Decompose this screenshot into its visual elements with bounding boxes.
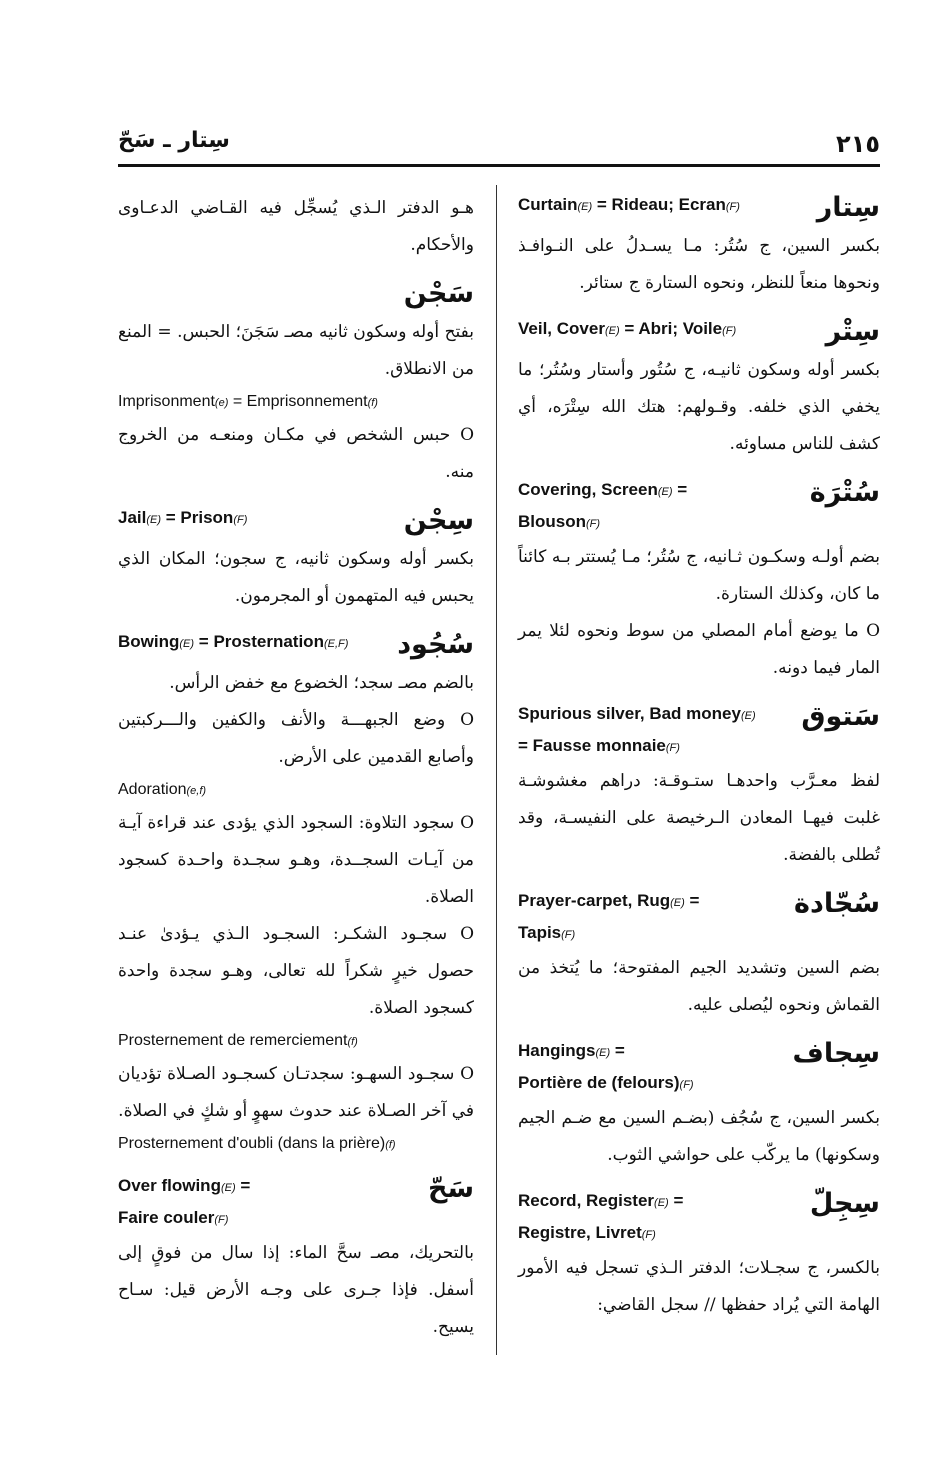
entry-continuation	[118, 190, 474, 264]
entry-translation: Prosternement de remerciement(f)	[118, 1032, 358, 1049]
entry-headword: سُجُود	[397, 629, 474, 660]
entry-sahh	[118, 1171, 474, 1346]
entry-translation: Prayer-carpet, Rug(E) = Tapis(F)	[518, 891, 700, 942]
entry-subsense: O سجود التلاوة: السجود الذي يؤدى عند قراءة آيـة من آيـات السجــدة، وهـو سجـدة واحـدة كسجود الصلاة.	[118, 813, 474, 907]
entry-sutra	[518, 475, 880, 687]
entry-definition: بكسر أوله وسكون ثانيـه، ج سُتُور وأستار وسُتُر؛ ما يخفي الذي خلفه. وقـولهم: هتك الله سِتْرَه، أي كشف للناس مساوئه.	[518, 360, 880, 454]
entry-definition: لفظ معـرَّب واحدهـا ستـوقـة: دراهم مغشوشـة غلبت فيهـا المعادن الـرخيصة على النفيسـة، وقد تُطلى بالفضة.	[518, 771, 880, 865]
entry-definition: بالضم مصـ سجد؛ الخضوع مع خفض الرأس.	[169, 673, 474, 693]
left-column	[118, 190, 474, 1358]
entry-sitar	[518, 190, 880, 302]
entry-subsense: O وضع الجبهـــة والأنف والكفين والـــركبتين وأصابع القدمين على الأرض.	[118, 710, 474, 767]
entry-sujjada	[518, 886, 880, 1024]
entry-translation: Adoration(e,f)	[118, 781, 207, 798]
entry-sijill	[518, 1186, 880, 1324]
entry-subsense: O سجـود السهـو: سجدتـان كسجـود الصـلاة تؤديان في آخر الصـلاة عند حدوث سهوٍ أو شكٍ في الصلاة.	[118, 1064, 474, 1121]
entry-translation: Covering, Screen(E) = Blouson(F)	[518, 480, 688, 531]
entry-definition: بالكسر، ج سجـلات؛ الدفتر الـذي تسجل فيه الأمور الهامة التي يُراد حفظها // سجل القاضي:	[518, 1258, 880, 1315]
entry-translation: Record, Register(E) = Registre, Livret(F)	[518, 1191, 684, 1242]
entry-translation: Over flowing(E) = Faire couler(F)	[118, 1176, 251, 1227]
entry-headword: سَجْن	[403, 278, 474, 309]
entry-definition: هـو الدفتر الـذي يُسجِّل فيه القـاضي الدعـاوى والأحكام.	[118, 198, 474, 255]
entry-subsense: O ما يوضع أمام المصلي من سوط ونحوه لئلا يمر المار فيما دونه.	[518, 621, 880, 678]
entry-translation: Imprisonment(e) = Emprisonnement(f)	[118, 393, 378, 410]
entry-translation: Veil, Cover(E) = Abri; Voile(F)	[518, 319, 737, 338]
entry-headword: سُجّادة	[794, 888, 880, 919]
entry-definition: بضم السين وتشديد الجيم المفتوحة؛ ما يُتخذ من القماش ونحوه ليُصلى عليه.	[518, 958, 880, 1015]
entry-translation: Spurious silver, Bad money(E) = Fausse monnaie(F)	[518, 704, 756, 755]
right-column	[518, 190, 880, 1336]
entry-subsense: O سجـود الشكـر: السجـود الـذي يـؤدىٰ عنـد حصول خيرٍ شكراً لله تعالى، وهـو سجدة واحدة كسجود الصلاة.	[118, 924, 474, 1018]
entry-headword: سِتار	[816, 192, 880, 223]
entry-definition: بكسر السين، ج سُجُف (بضـم السين مع ضـم الجيم وسكونها) ما يركّب على حواشي الثوب.	[518, 1108, 880, 1165]
page-number: ٢١٥	[836, 130, 880, 158]
entry-headword: سَتوق	[801, 701, 880, 732]
entry-translation: Curtain(E) = Rideau; Ecran(F)	[518, 195, 740, 214]
entry-definition: بالتحريك، مصـ سحَّ الماء: إذا سال من فوقٍ إلى أسفل. فإذا جـرى على وجـه الأرض قيل: سـاح يسيح.	[118, 1243, 474, 1337]
entry-satuq	[518, 699, 880, 874]
entry-definition: بكسر أوله وسكون ثانيه، ج سجون؛ المكان الذي يحبس فيه المتهمون أو المجرمون.	[118, 549, 474, 606]
page-header	[118, 124, 880, 164]
entry-translation: Hangings(E) = Portière de (felours)(F)	[518, 1041, 694, 1092]
entry-translation: Bowing(E) = Prosternation(E,F)	[118, 632, 349, 651]
entry-definition: بكسر السين، ج سُتُر: مـا يسـدلُ على النـوافـذ ونحوها منعاً للنظر، ونحوه الستارة ج ستائر.	[518, 236, 880, 293]
entry-translation: Prosternement d'oubli (dans la prière)(f)	[118, 1135, 396, 1152]
entry-translation: Jail(E) = Prison(F)	[118, 508, 248, 527]
entry-sijaf	[518, 1036, 880, 1174]
entry-sijn	[118, 503, 474, 615]
entry-headword: سُتْرَة	[809, 477, 880, 508]
entry-definition: بفتح أوله وسكون ثانيه مصـ سَجَنَ؛ الحبس. = المنع من الانطلاق.	[118, 322, 474, 379]
entry-headword: سَحّ	[427, 1173, 474, 1204]
column-divider	[496, 185, 497, 1355]
entry-headword: سِجاف	[792, 1038, 880, 1069]
entry-definition: بضم أولـه وسكـون ثـانيه، ج سُتُر؛ مـا يُستتر بـه كائناً ما كان، وكذلك الستارة.	[518, 547, 880, 604]
entry-sujud	[118, 627, 474, 1159]
entry-headword: سِجِلّ	[809, 1188, 880, 1219]
entry-sitr	[518, 314, 880, 463]
running-title: سِتار ـ سَحّ	[118, 128, 230, 153]
entry-headword: سِتْر	[825, 316, 880, 347]
entry-sajn	[118, 276, 474, 491]
header-rule	[118, 164, 880, 167]
entry-headword: سِجْن	[403, 505, 474, 536]
entry-subsense: O حبس الشخص في مكـان ومنعـه من الخروج منه.	[118, 425, 474, 482]
